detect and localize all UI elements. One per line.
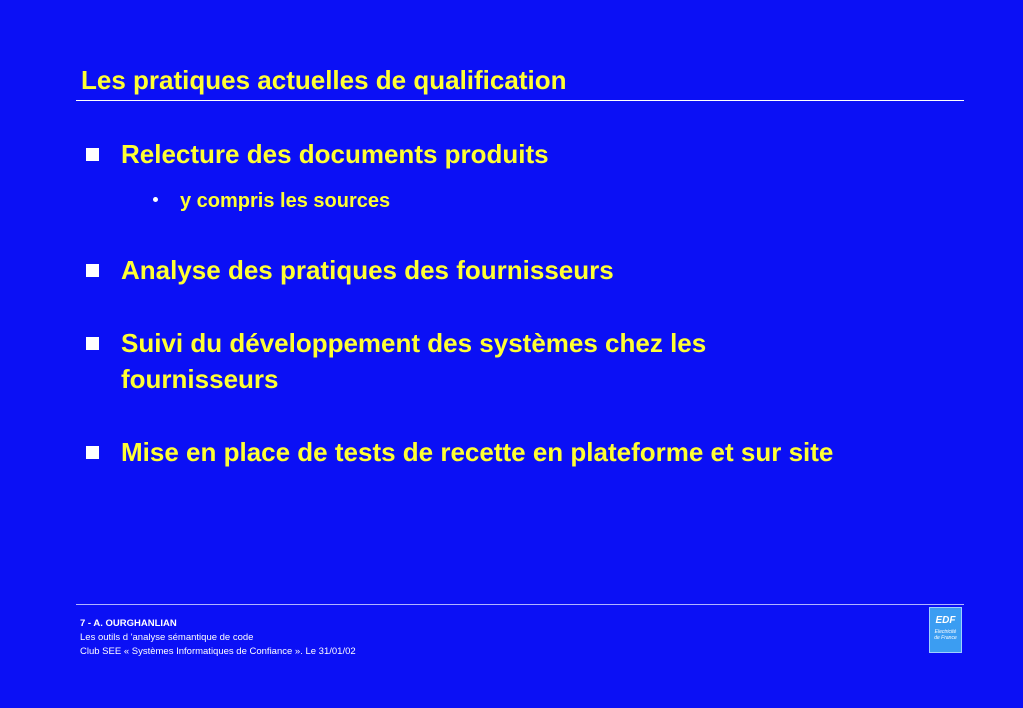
footer-event: Club SEE « Systèmes Informatiques de Confiance ». Le 31/01/02	[80, 646, 356, 657]
slide-title: Les pratiques actuelles de qualification	[81, 65, 567, 95]
title-divider	[76, 100, 964, 101]
footer-divider	[76, 604, 964, 605]
bullet-text: Suivi du développement des systèmes chez les fournisseurs	[121, 328, 707, 394]
logo-tagline-line2: de France	[934, 635, 957, 641]
edf-logo	[929, 607, 962, 653]
square-bullet-icon	[86, 148, 99, 161]
bullet-text: Analyse des pratiques des fournisseurs	[121, 255, 614, 285]
logo-tagline-line1: Electricité	[934, 629, 957, 635]
square-bullet-icon	[86, 264, 99, 277]
bullet-text: Relecture des documents produits	[121, 139, 549, 169]
logo-wordmark: EDF	[935, 615, 956, 626]
footer-author: 7 - A. OURGHANLIAN	[80, 618, 177, 629]
square-bullet-icon	[86, 446, 99, 459]
bullet-text: Mise en place de tests de recette en plateforme et sur site	[121, 437, 834, 467]
footer-talk-title: Les outils d 'analyse sémantique de code	[80, 632, 254, 643]
dot-bullet-icon	[153, 197, 158, 202]
slide-footer	[80, 617, 356, 659]
square-bullet-icon	[86, 337, 99, 350]
sub-bullet-text: y compris les sources	[180, 190, 391, 212]
logo-tagline	[930, 629, 961, 641]
